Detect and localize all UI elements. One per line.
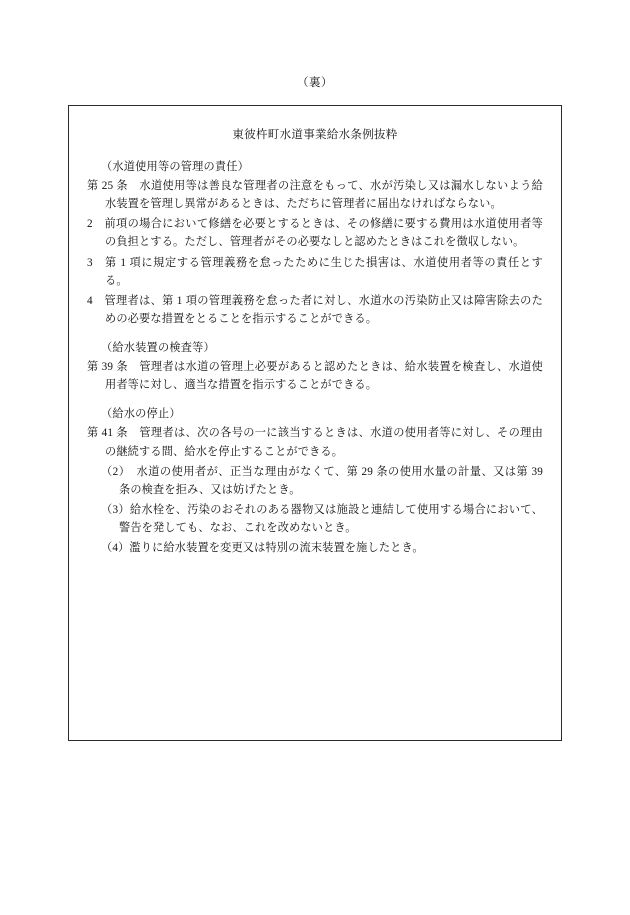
article-paragraph: 第 41 条 管理者は、次の各号の一に該当するときは、水道の使用者等に対し、その理由の継続する間、給水を停止することができる。 (87, 427, 543, 458)
document-title: 東彼杵町水道事業給水条例抜粋 (232, 129, 398, 141)
ordinance-excerpt-box (68, 105, 562, 741)
article-paragraph: 3 第 1 項に規定する管理義務を怠ったために生じた損害は、水道使用者等の責任とする。 (87, 256, 543, 287)
article-paragraph: 第 25 条 水道使用等は善良な管理者の注意をもって、水が汚染し又は漏水しないよう給水装置を管理し異常があるときは、ただちに管理者に届出なければならない。 (87, 180, 543, 211)
section-heading: （給水の停止） (101, 408, 181, 421)
article-paragraph: 第 39 条 管理者は水道の管理上必要があると認めたときは、給水装置を検査し、水道使用者等に対し、適当な措置を指示することができる。 (87, 361, 543, 392)
section-spacer (87, 396, 543, 405)
article-paragraph: （3）給水栓を、汚染のおそれのある器物又は施設と連結して使用する場合において、警告を発しても、なお、これを改めないとき。 (101, 503, 543, 535)
section-heading: （水道使用等の管理の責任） (101, 161, 250, 173)
article-paragraph: 2 前項の場合において修繕を必要とするときは、その修繕に要する費用は水道使用者等の負担とする。ただし、管理者がその必要なしと認めたときはこれを徴収しない。 (87, 218, 543, 249)
section-heading: （給水装置の検査等） (101, 342, 215, 355)
section-spacer (87, 330, 543, 339)
article-paragraph: （2） 水道の使用者が、正当な理由がなくて、第 29 条の使用水量の計量、又は第 39 条の検査を拒み、又は妨げたとき。 (101, 465, 543, 496)
page-side-marker: （裏） (297, 77, 333, 89)
article-paragraph: 4 管理者は、第 1 項の管理義務を怠った者に対し、水道水の汚染防止又は障害除去のための必要な措置をとることを指示することができる。 (87, 294, 543, 325)
sections-container (87, 158, 543, 557)
article-paragraph: （4）濫りに給水装置を変更又は特別の流末装置を施したとき。 (101, 542, 424, 555)
